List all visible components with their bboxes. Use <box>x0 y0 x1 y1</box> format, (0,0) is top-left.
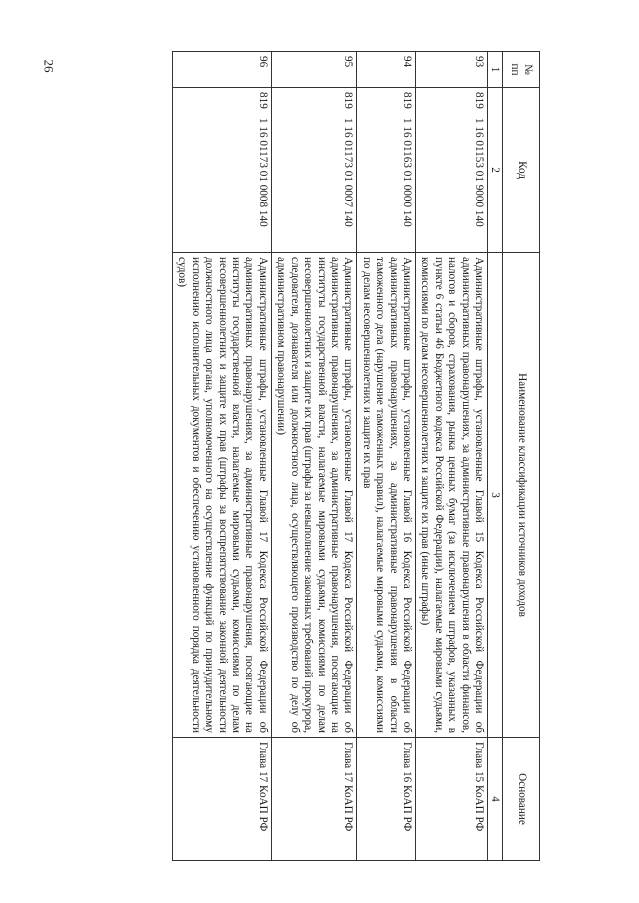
row-code-value: 1 16 01153 01 9000 140 <box>473 118 485 227</box>
table-row <box>357 52 416 861</box>
row-name: Административные штрафы, установленные Главой 16 Кодекса Российской Федерации об административных правонарушениях, за административные правонарушения в области таможенного дела (нарушение таможенных правил), налагаемые мировыми судьями, комиссиями по делам несовершеннолетних и защите их прав <box>357 253 416 738</box>
row-code <box>357 88 416 253</box>
row-basis: Глава 17 КоАП РФ <box>271 738 356 861</box>
row-name: Административные штрафы, установленные Главой 17 Кодекса Российской Федерации об административных правонарушениях, за административные правонарушения, посягающие на институты государственной власти, налагаемые мировыми судьями, комиссиями по делам несовершеннолетних и защите их прав (штрафы за воспрепятствование законной деятельности должностного лица органа, уполномоченного на осуществление функций по принудительному исполнению исполнительных документов и обеспечению установленного порядка деятельности судов) <box>173 253 272 738</box>
column-number: 3 <box>488 253 503 738</box>
row-basis: Глава 17 КоАП РФ <box>173 738 272 861</box>
row-basis: Глава 16 КоАП РФ <box>357 738 416 861</box>
table-row <box>415 52 487 861</box>
row-number: 93 <box>415 52 487 88</box>
row-name: Административные штрафы, установленные Главой 15 Кодекса Российской Федерации об административных правонарушениях, за административные правонарушения в области финансов, налогов и сборов, страхования, рынка ценных бумаг (за исключением штрафов, указанных в пункте 6 статьи 46 Бюджетного кодекса Российской Федерации), налагаемые мировыми судьями, комиссиями по делам несовершеннолетних и защите их прав (иные штрафы) <box>415 253 487 738</box>
row-number: 94 <box>357 52 416 88</box>
header-code: Код <box>503 88 540 253</box>
row-number: 96 <box>173 52 272 88</box>
row-code-org: 819 <box>473 92 485 109</box>
row-code-org: 819 <box>256 92 269 109</box>
header-number-line2: пп <box>509 63 521 76</box>
header-number <box>503 52 540 88</box>
income-classification-table <box>172 51 540 861</box>
row-code-org: 819 <box>342 92 355 109</box>
column-number: 1 <box>488 52 503 88</box>
row-code-org: 819 <box>400 92 413 109</box>
row-name: Административные штрафы, установленные Главой 17 Кодекса Российской Федерации об административных правонарушениях, за административные правонарушения, посягающие на институты государственной власти, налагаемые мировыми судьями, комиссиями по делам несовершеннолетних и защите их прав (штрафы за невыполнение законных требований прокурора, следователя, дознавателя или должностного лица, осуществляющего производство по делу об административном правонарушении) <box>271 253 356 738</box>
column-number-row <box>488 52 503 861</box>
page-number: 26 <box>41 59 57 73</box>
row-code <box>173 88 272 253</box>
column-number: 2 <box>488 88 503 253</box>
column-number: 4 <box>488 738 503 861</box>
header-name: Наименование классификации источников доходов <box>503 253 540 738</box>
table-row <box>173 52 272 861</box>
row-basis: Глава 15 КоАП РФ <box>415 738 487 861</box>
header-number-line1: № <box>522 64 535 75</box>
rotated-page-content <box>93 51 540 861</box>
row-code-value: 1 16 01163 01 0000 140 <box>400 118 413 227</box>
header-basis: Основание <box>503 738 540 861</box>
table-header-row <box>503 52 540 861</box>
row-code <box>271 88 356 253</box>
row-code <box>415 88 487 253</box>
table-row <box>271 52 356 861</box>
row-number: 95 <box>271 52 356 88</box>
row-code-value: 1 16 01173 01 0008 140 <box>256 118 269 227</box>
row-code-value: 1 16 01173 01 0007 140 <box>342 118 355 227</box>
